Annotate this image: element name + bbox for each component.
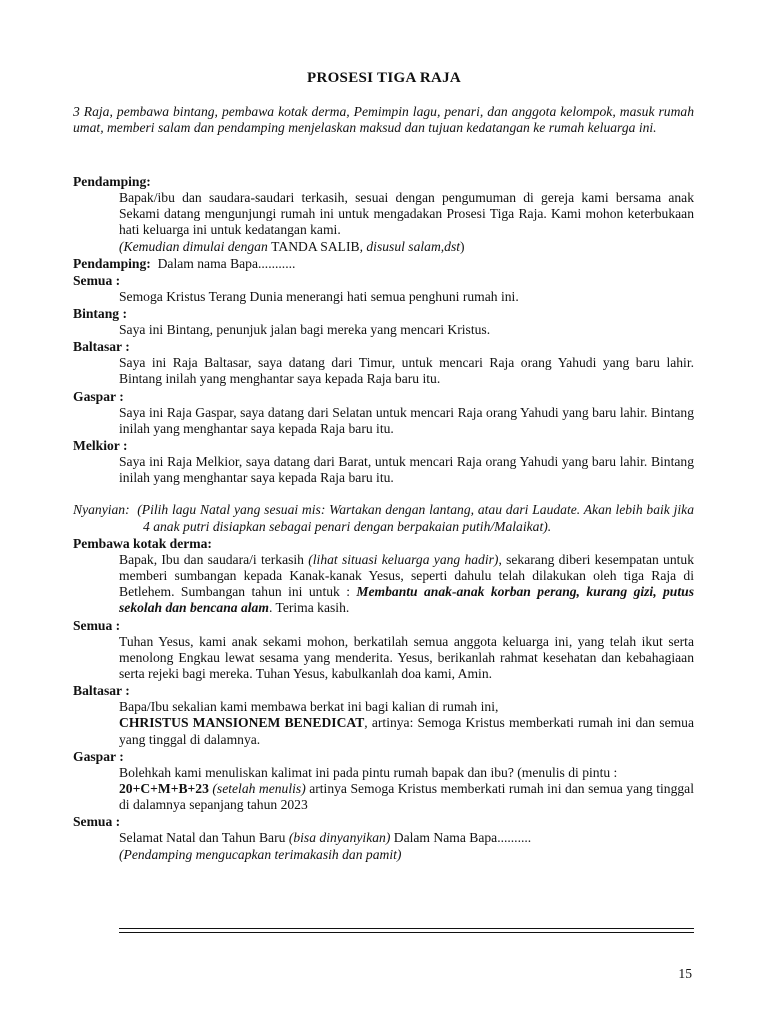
speaker-baltasar-2: Baltasar : <box>73 683 130 699</box>
dialog-text: , artinya: Semoga Kristus memberkati rumah ini dan semua yang tinggal di dalamnya. <box>119 715 695 747</box>
dialog-pembawa-kotak-derma <box>119 552 694 617</box>
dialog-melkior: Saya ini Raja Melkior, saya datang dari Barat, untuk mencari Raja orang Yahudi yang baru lahir. Bintang inilah yang menghantar saya kepada Raja baru itu. <box>119 454 694 486</box>
speaker-gaspar-2: Gaspar : <box>73 748 124 764</box>
spacer <box>73 486 694 502</box>
speaker-pendamping-1: Pendamping: <box>73 174 151 189</box>
dialog-semua-1: Semoga Kristus Terang Dunia menerangi hati semua penghuni rumah ini. <box>119 288 519 304</box>
donation-purpose: Membantu anak-anak korban perang, kurang gizi, putus sekolah dan bencana alam <box>119 584 694 616</box>
stage-note-b: TANDA SALIB <box>271 238 360 254</box>
speaker-melkior: Melkior : <box>73 438 128 454</box>
dialog-text: Bapak/ibu dan saudara-saudari terkasih, sesuai dengan pengumuman di gereja kami bersama anak Sekami datang mengunjungi rumah ini untuk mengadakan Prosesi Tiga Raja. Kami mohon keterbukaan hati keluarga ini untuk kedatangan kami. <box>119 190 694 238</box>
stage-note-d: ) <box>460 238 465 254</box>
dialog-semua-2: Tuhan Yesus, kami anak sekami mohon, berkatilah semua anggota keluarga ini, yang telah ikut serta menolong Engkau lewat sesama yang menderita. Yesus, berikanlah rahmat kesehatan dan kebahagiaan serta rejeki bagi mereka. Tuhan Yesus, kabulkanlah doa kami, Amin. <box>119 633 694 682</box>
double-rule-divider <box>119 928 694 933</box>
dialog-bintang: Saya ini Bintang, penunjuk jalan bagi mereka yang mencari Kristus. <box>119 322 491 338</box>
script-body <box>73 173 694 863</box>
stage-note-a: (Kemudian dimulai dengan <box>119 238 272 254</box>
dialog-semua-3 <box>119 830 694 862</box>
dialog-text: Selamat Natal dan Tahun Baru <box>119 830 289 846</box>
dialog-text: . Terima kasih. <box>268 600 350 616</box>
dialog-text: Bapa/Ibu sekalian kami membawa berkat ini bagi kalian di rumah ini, <box>119 699 499 715</box>
nyanyian-text: (Pilih lagu Natal yang sesuai mis: Wartakan dengan lantang, atau dari Laudate. Akan lebih baik jika 4 anak putri disiapkan sebagai penari dengan berpakaian putih/Malaikat). <box>137 502 694 534</box>
dialog-pendamping-2: Dalam nama Bapa........... <box>157 255 296 271</box>
speaker-semua-3: Semua : <box>73 814 121 830</box>
page-number: 15 <box>678 966 692 981</box>
dialog-text: , sekarang diberi kesempatan untuk memberi sumbangan kepada Kanak-kanak Yesus, seperti dahulu telah dilakukan oleh tiga Raja di Betlehem. Sumbangan tahun ini untuk : <box>119 551 695 600</box>
nyanyian-paragraph <box>73 502 694 534</box>
speaker-baltasar-1: Baltasar : <box>73 339 130 355</box>
dialog-baltasar-1: Saya ini Raja Baltasar, saya datang dari Timur, untuk mencari Raja orang Yahudi yang baru lahir. Bintang inilah yang menghantar saya kepada Raja baru itu. <box>119 355 694 387</box>
speaker-semua-1: Semua : <box>73 272 121 288</box>
dialog-text: Bolehkah kami menuliskan kalimat ini pada pintu rumah bapak dan ibu? (menulis di pintu : <box>119 764 618 780</box>
speaker-label: Pendamping: <box>73 255 151 271</box>
dialog-text: Dalam Nama Bapa.......... <box>390 830 532 846</box>
stage-note: (bisa dinyanyikan) <box>288 830 391 846</box>
dialog-baltasar-2 <box>119 699 694 748</box>
intro-paragraph: 3 Raja, pembawa bintang, pembawa kotak derma, Pemimpin lagu, penari, dan anggota kelompok, masuk rumah umat, memberi salam dan pendamping menjelaskan maksud dan tujuan kedatangan ke rumah keluarga ini. <box>73 104 694 136</box>
speaker-gaspar-1: Gaspar : <box>73 388 124 404</box>
door-inscription: 20+C+M+B+23 <box>119 781 209 797</box>
speaker-pembawa-kotak-derma: Pembawa kotak derma: <box>73 535 212 551</box>
dialog-pendamping-1 <box>119 190 694 255</box>
page-title: PROSESI TIGA RAJA <box>306 70 462 86</box>
stage-note: (setelah menulis) <box>208 781 306 797</box>
speaker-pendamping-2 <box>73 255 694 272</box>
dialog-gaspar-2 <box>119 765 694 814</box>
dialog-text: artinya Semoga Kristus memberkati rumah ini dan semua yang tinggal di dalamnya sepanjang tahun 2023 <box>119 781 694 813</box>
closing-stage-note: (Pendamping mengucapkan terimakasih dan pamit) <box>119 846 402 862</box>
nyanyian-label: Nyanyian: <box>73 502 130 518</box>
blessing-formula: CHRISTUS MANSIONEM BENEDICAT <box>119 715 365 731</box>
stage-note: (lihat situasi keluarga yang hadir) <box>308 551 499 567</box>
speaker-semua-2: Semua : <box>73 617 121 633</box>
speaker-bintang: Bintang : <box>73 306 128 322</box>
dialog-gaspar-1: Saya ini Raja Gaspar, saya datang dari Selatan untuk mencari Raja orang Yahudi yang baru lahir. Bintang inilah yang menghantar saya kepada Raja baru itu. <box>119 404 694 436</box>
dialog-text: Bapak, Ibu dan saudara/i terkasih <box>119 551 309 567</box>
stage-note-c: , disusul salam,dst <box>359 238 461 254</box>
